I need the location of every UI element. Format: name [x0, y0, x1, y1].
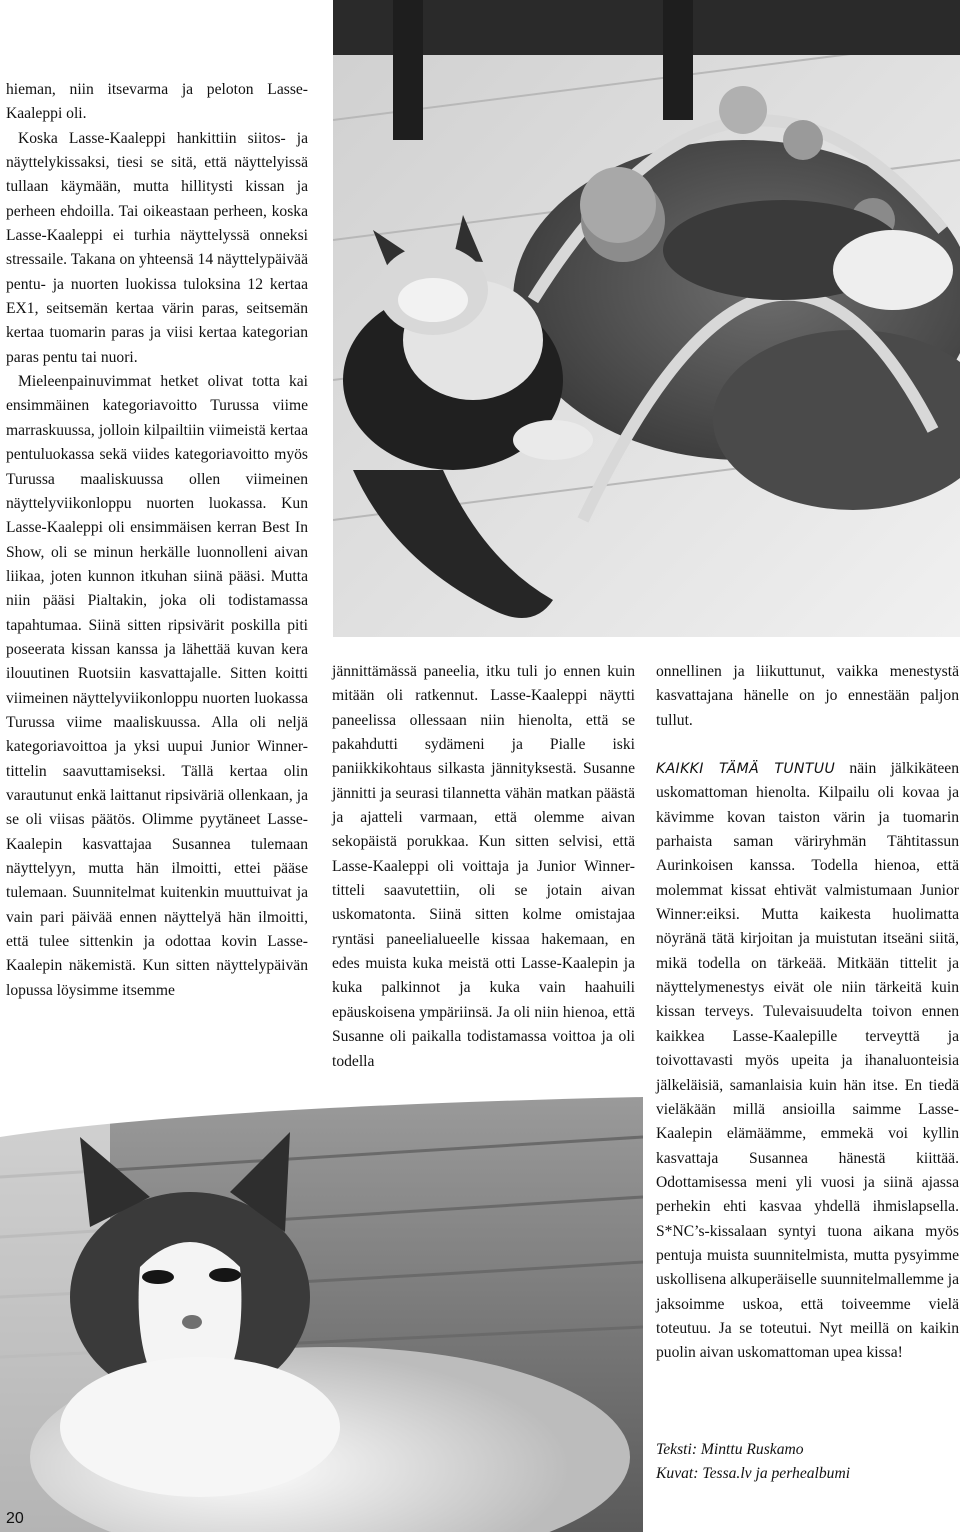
photo-cat-portrait-image	[0, 1097, 643, 1532]
photo-cat-and-baby-image	[333, 0, 960, 637]
section-lead-in: KAIKKI TÄMÄ TUNTUU	[656, 761, 836, 778]
article-column-left	[6, 78, 308, 1003]
paragraph	[656, 757, 959, 1366]
photo-cat-and-baby	[333, 0, 960, 637]
article-column-middle	[332, 660, 635, 1074]
paragraph: Mieleenpainuvimmat hetket olivat totta kai ensimmäinen kategoriavoitto Turussa viime marraskuussa, jolloin kilpailtiin viimeistä kertaa pentuluokassa sekä viides kategoriavoitto myös Turussa maaliskuussa ollen viimeinen näyttelyviikonloppu nuorten luokassa. Kun Lasse-Kaaleppi oli ensimmäisen kerran Best In Show, oli se minun herkälle luonnolleni aivan liikaa, joten kunnon itkuhan siinä pääsi. Mutta niin pääsi Pialtakin, joka oli todistamassa tapahtumaa. Siinä sitten ripsivärit poskilla piti poseerata kissan kanssa ja lähettää kuvan kera ilouutinen Ruotsiin kasvattajalle. Sitten koitti viimeinen näyttelyviikonloppu nuorten luokassa Turussa viime maaliskuussa. Alla oli neljä kategoriavoittoa ja yksi uupui Junior Winner- tittelin saavuttamiseksi. Tällä kertaa olin varautunut enkä laittanut ripsiväriä ollenkaan, ja se oli viisas päätös. Olimme pyytäneet Lasse-Kaalepin kasvattajaa Susannea tulemaan näyttelyyn, mutta hän ilmoitti, ettei pääse tulemaan. Suunnitelmat kuitenkin muuttuivat ja vain pari päivää ennen näyttelyä hän ilmoitti, että tulee sittenkin ja odottaa kovin Lasse-Kaalepin näkemistä. Kun sitten näyttelypäivän lopussa löysimme itsemme	[6, 373, 308, 999]
paragraph: jännittämässä paneelia, itku tuli jo ennen kuin mitään oli ratkennut. Lasse-Kaaleppi näytti paneelissa ollessaan niin hienolta, että se pakahdutti sydämeni ja Pialle iski paniikkikohtaus silkasta jännityksestä. Susanne jännitti ja seurasi tilannetta vähän matkan päästä ja ajatteli varmaan, että olemme aivan sekopäistä porukkaa. Kun sitten selvisi, että Lasse-Kaaleppi oli voittaja ja Junior Winner-titteli saavutettiin, oli se jotain aivan uskomatonta. Siinä sitten kolme omistajaa ryntäsi paneelialueelle kissaa hakemaan, en edes muista kuka meistä otti Lasse-Kaalepin ja kuka palkinnot ja kuka vain haahuili epäuskoisena ympäriinsä. Ja oli niin hienoa, että Susanne oli paikalla todistamassa voittoa ja oli todella	[332, 663, 635, 1070]
page-number: 20	[6, 1510, 24, 1527]
credits	[656, 1438, 850, 1486]
paragraph: Koska Lasse-Kaaleppi hankittiin siitos- ja näyttelykissaksi, tiesi se sitä, että näyttelyissä tullaan käymään, mutta hillitysti kissan ja perheen ehdoilla. Tai oikeastaan perheen, koska Lasse-Kaaleppi ei turhia näyttelyssä onneksi stressaile. Takana on yhteensä 14 näyttelypäivää pentu- ja nuorten luokissa tuloksina 12 kertaa EX1, seitsemän kertaa värin paras, seitsemän kertaa tuomarin paras ja viisi kertaa kategorian paras pentu tai nuori.	[6, 129, 308, 366]
paragraph: onnellinen ja liikuttunut, vaikka menestystä kasvattajana hänelle on jo ennestään paljon tullut.	[656, 663, 959, 729]
article-column-right	[656, 660, 959, 1366]
paragraph: hieman, niin itsevarma ja peloton Lasse-Kaaleppi oli.	[6, 81, 308, 123]
photo-credit: Kuvat: Tessa.lv ja perhealbumi	[656, 1465, 851, 1482]
text-credit: Teksti: Minttu Ruskamo	[656, 1441, 804, 1458]
photo-cat-portrait	[0, 1097, 643, 1532]
paragraph-text: näin jälkikäteen uskomattoman hienolta. Kilpailu oli kovaa ja kävimme kovan taiston värin ja tuomarin parhaista saman väriryhmän Tähtitassun Aurinkoisen kanssa. Todella hienoa, että molemmat kissat ehtivät valmistumaan Junior Winner:eiksi. Mutta kaikesta huolimatta nöyränä tätä kirjoitan ja muistutan itseäni siitä, mikä todella on tärkeää. Mitkään tittelit ja näyttelymenestys eivät ole niin tärkeitä kuin kissan terveys. Tulevaisuudelta toivon ennen kaikkea Lasse-Kaalepille terveyttä ja toivottavasti myös upeita ja ihanaluonteisia jälkeläisiä, samanlaisia kuin hän itse. En tiedä vieläkään millä ansioilla saimme Lasse-Kaalepin elämäämme, emmekä voi kyllin kasvattaja Susannea hänestä kiittää. Odottamisessa meni yli vuosi ja siinä ajassa perhekin ehti kasvaa yhdellä ihmislapsella. S*NC’s-kissalaan syntyi tuona aikana myös pentuja muista suunnitelmista, mutta pysyimme uskollisena alkuperäiselle suunnitelmallemme ja jaksoimme uskoa, että toiveemme vielä toteutuu. Ja se toteutui. Nyt meillä on kaikin puolin aivan uskomattoman upea kissa!	[656, 760, 959, 1362]
